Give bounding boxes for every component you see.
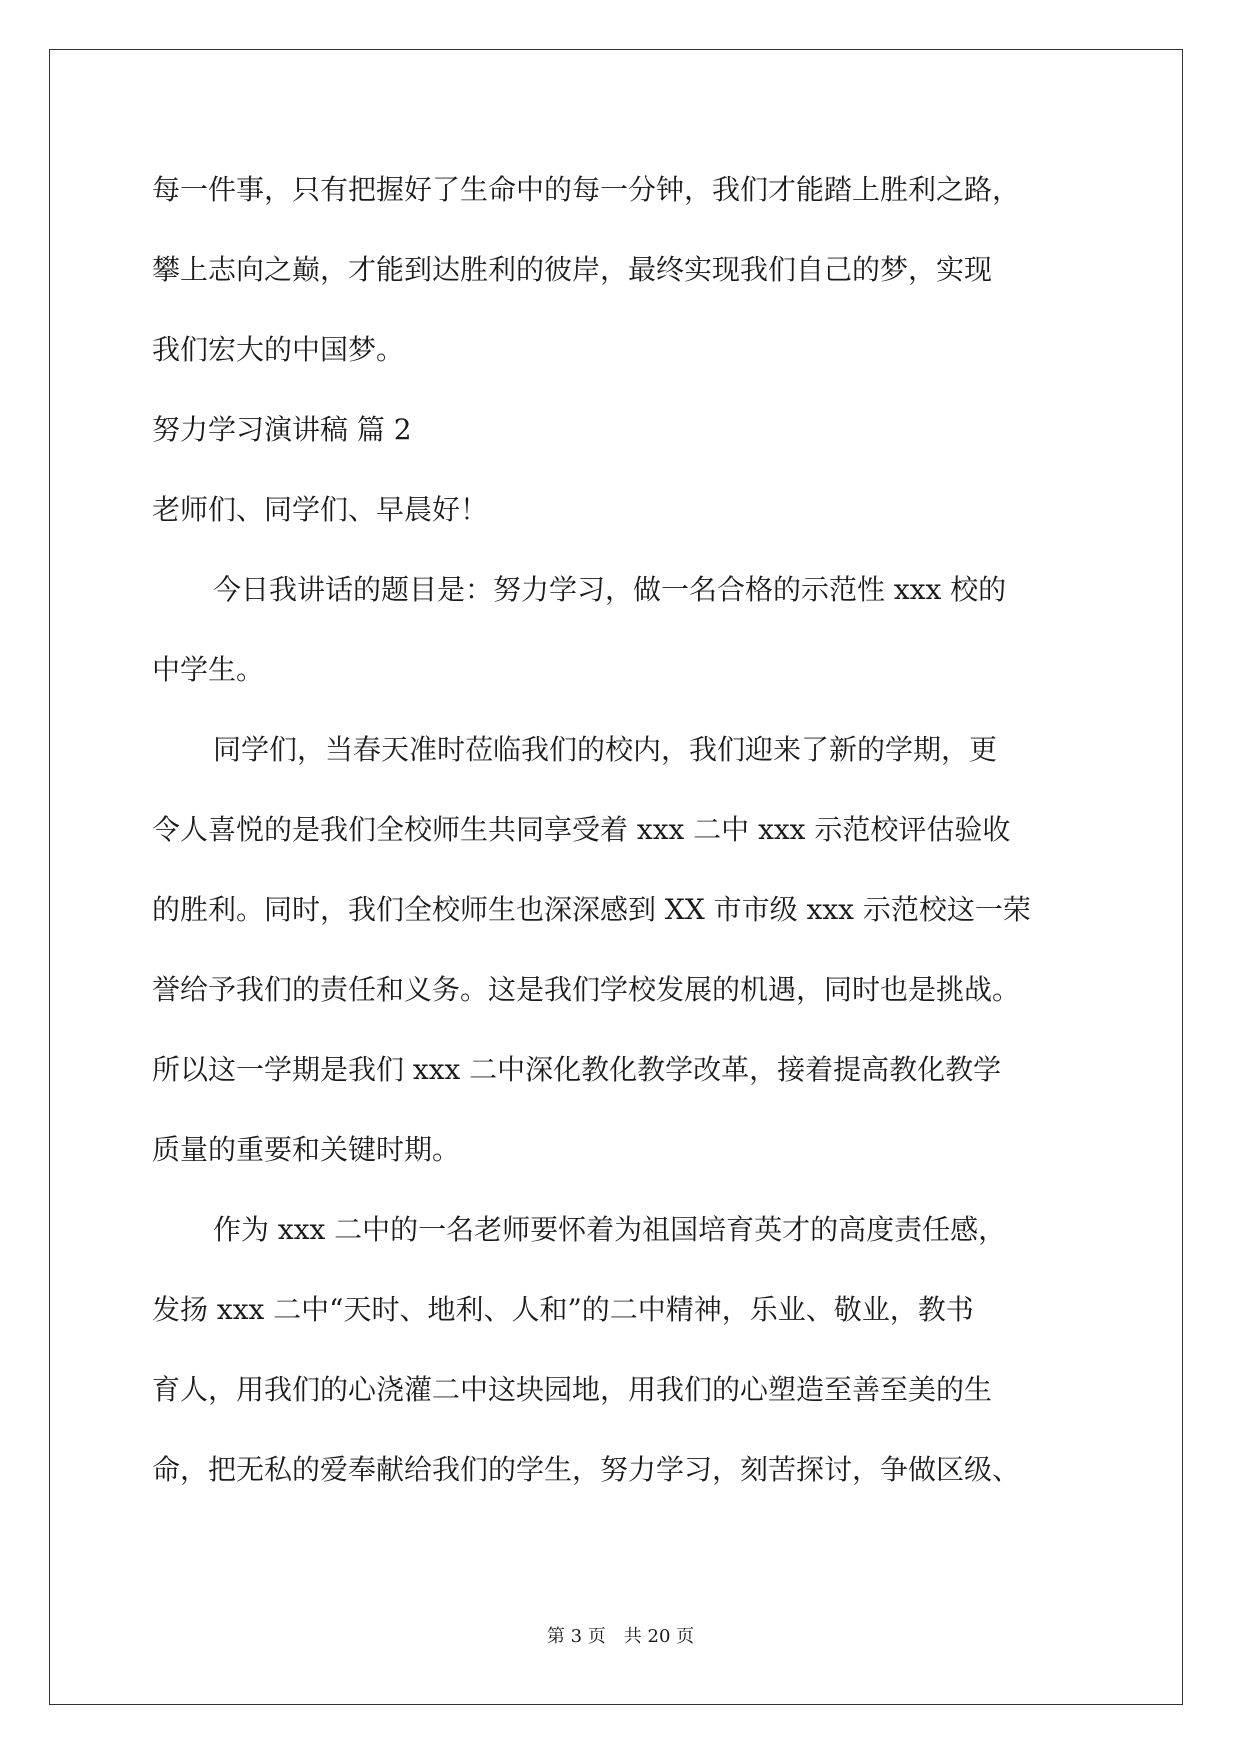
text-line: 质量的重要和关键时期。 bbox=[152, 1133, 461, 1166]
text-line: 每一件事，只有把握好了生命中的每一分钟，我们才能踏上胜利之路， bbox=[152, 173, 1021, 206]
section-heading: 努力学习演讲稿 篇 2 bbox=[152, 413, 412, 446]
text-line: 所以这一学期是我们 xxx 二中深化教化教学改革，接着提高教化教学 bbox=[152, 1053, 1002, 1086]
page-total: 共 20 页 bbox=[623, 1626, 695, 1647]
text-line: 誉给予我们的责任和义务。这是我们学校发展的机遇，同时也是挑战。 bbox=[152, 973, 1021, 1006]
text-line: 今日我讲话的题目是：努力学习，做一名合格的示范性 xxx 校的 bbox=[213, 573, 1007, 606]
text-line: 作为 xxx 二中的一名老师要怀着为祖国培育英才的高度责任感， bbox=[213, 1213, 1007, 1246]
page-number: 第 3 页 bbox=[546, 1626, 606, 1647]
text-line: 中学生。 bbox=[152, 653, 265, 686]
text-line: 同学们，当春天准时莅临我们的校内，我们迎来了新的学期，更 bbox=[213, 733, 998, 766]
text-line: 育人，用我们的心浇灌二中这块园地，用我们的心塑造至善至美的生 bbox=[152, 1373, 993, 1406]
page-footer bbox=[0, 1625, 1241, 1649]
text-line: 攀上志向之巅，才能到达胜利的彼岸，最终实现我们自己的梦，实现 bbox=[152, 253, 993, 286]
text-line: 我们宏大的中国梦。 bbox=[152, 333, 405, 366]
text-line: 命，把无私的爱奉献给我们的学生，努力学习，刻苦探讨，争做区级、 bbox=[152, 1453, 1021, 1486]
text-line: 的胜利。同时，我们全校师生也深深感到 XX 市市级 xxx 示范校这一荣 bbox=[152, 893, 1031, 926]
text-line: 令人喜悦的是我们全校师生共同享受着 xxx 二中 xxx 示范校评估验收 bbox=[152, 813, 1011, 846]
text-line: 发扬 xxx 二中“天时、地利、人和”的二中精神，乐业、敬业，教书 bbox=[152, 1293, 974, 1326]
salutation: 老师们、同学们、早晨好！ bbox=[152, 493, 489, 526]
